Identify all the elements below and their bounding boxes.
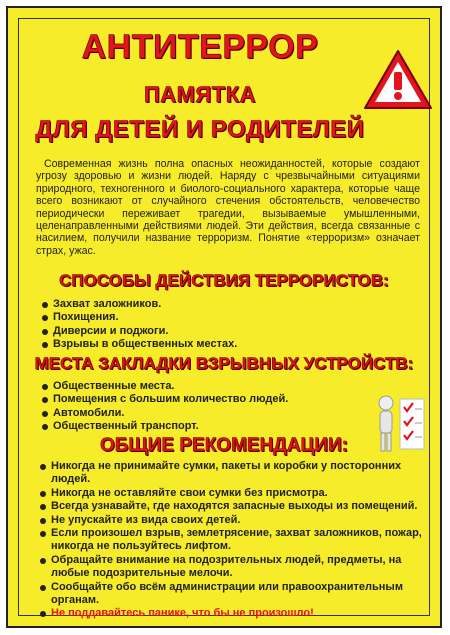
list-item: Захват заложников. bbox=[40, 298, 400, 311]
list-item: Не упускайте из вида своих детей. bbox=[38, 514, 434, 527]
section-title-methods: СПОСОБЫ ДЕЙСТВИЯ ТЕРРОРИСТОВ: bbox=[59, 271, 389, 290]
advice-list bbox=[38, 460, 434, 621]
list-item: Помещения с большим количество людей. bbox=[40, 393, 360, 406]
methods-list bbox=[40, 298, 400, 352]
list-item: Всегда узнавайте, где находятся запасные выходы из помещений. bbox=[38, 500, 434, 513]
list-item: Если произошел взрыв, землетрясение, захват заложников, пожар, никогда не пользуйтесь лифтом. bbox=[38, 527, 434, 554]
poster-title: АНТИТЕРРОР bbox=[81, 28, 319, 66]
poster-subtitle: ПАМЯТКА bbox=[143, 82, 257, 107]
list-item: Сообщайте обо всём администрации или правоохранительным органам. bbox=[38, 581, 434, 608]
section-title-advice: ОБЩИЕ РЕКОМЕНДАЦИИ: bbox=[99, 435, 349, 456]
section-title-places: МЕСТА ЗАКЛАДКИ ВЗРЫВНЫХ УСТРОЙСТВ: bbox=[34, 354, 414, 373]
poster bbox=[6, 6, 442, 628]
list-item: Никогда не принимайте сумки, пакеты и коробки у посторонних людей. bbox=[38, 460, 434, 487]
list-item: Общественные места. bbox=[40, 380, 360, 393]
poster-audience: ДЛЯ ДЕТЕЙ И РОДИТЕЛЕЙ bbox=[35, 116, 365, 143]
list-item-warning: Не поддавайтесь панике, что бы не произошло! bbox=[38, 607, 434, 620]
list-item: Похищения. bbox=[40, 311, 400, 324]
list-item: Взрывы в общественных местах. bbox=[40, 338, 400, 351]
list-item: Общественный транспорт. bbox=[40, 420, 360, 433]
list-item: Автомобили. bbox=[40, 407, 360, 420]
list-item: Диверсии и поджоги. bbox=[40, 325, 400, 338]
list-item: Обращайте внимание на подозрительных людей, предметы, на любые подозрительные мелочи. bbox=[38, 554, 434, 581]
warning-triangle-icon bbox=[362, 48, 434, 112]
list-item: Никогда не оставляйте свои сумки без присмотра. bbox=[38, 487, 434, 500]
intro-paragraph: Современная жизнь полна опасных неожиданностей, которые создают угрозу здоровью и жизни людей. Наряду с чрезвычайными ситуациями природного, техногенного и биолого-социального характера, которые чаще всего возникают от случайного стечения обстоятельств, человечество периодически переживает трагедии, вызываемые умышленными, целенаправленными действиями людей. Эти действия, всегда связанные с насилием, получили название терроризм. Понятие «терроризм» означает страх, ужас. bbox=[36, 158, 420, 257]
places-list bbox=[40, 380, 360, 434]
